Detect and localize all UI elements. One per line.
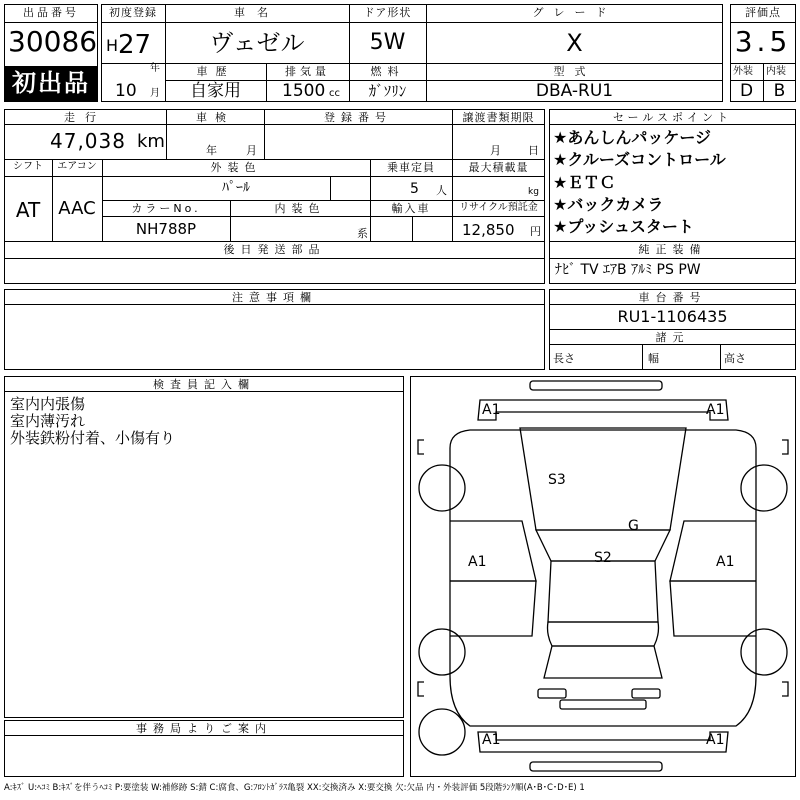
lot-number: 30086 (8, 25, 98, 58)
left-front-door (450, 521, 536, 581)
notes-label: 注意事項欄 (232, 291, 317, 304)
right-mirror-rear (782, 682, 788, 696)
height-label: 高さ (724, 352, 746, 365)
spare-wheel (419, 709, 465, 755)
sales-point-item: ★プッシュスタート (553, 217, 694, 236)
damage-mark-front-right: A1 (706, 402, 725, 418)
era-prefix: H (106, 36, 119, 55)
transfer-day-unit: 日 (528, 144, 539, 157)
office-notice-label: 事務局よりご案内 (136, 722, 272, 735)
displacement-label: 排気量 (285, 65, 330, 78)
score-label: 評価点 (745, 6, 781, 19)
door-type: 5W (369, 30, 406, 55)
front-bumper (478, 400, 728, 420)
max-load-unit: kg (528, 187, 539, 197)
plate-number-label: 登録番号 (324, 111, 392, 124)
sales-point-item: ★あんしんパッケージ (553, 128, 712, 147)
capacity-label: 乗車定員 (387, 161, 435, 174)
damage-mark-rear-right: A1 (706, 732, 725, 748)
left-mirror (418, 440, 424, 454)
interior-grade: B (773, 81, 786, 101)
displacement: 1500 (282, 81, 326, 101)
aircon: AAC (58, 198, 96, 219)
car-name: ヴェゼル (209, 29, 305, 57)
damage-mark-rear-left: A1 (482, 732, 501, 748)
mileage-label: 走行 (64, 111, 106, 124)
inspection-label: 車検 (196, 111, 234, 124)
chassis-number-label: 車台番号 (638, 291, 707, 304)
damage-mark-left-side: A1 (468, 554, 487, 570)
import-label: 輸入車 (391, 202, 431, 215)
inspector-note: 室内内張傷 (10, 395, 86, 413)
interior-color-unit: 系 (357, 227, 368, 240)
grade-label: グレード (532, 6, 617, 19)
first-registration-label: 初度登録 (109, 6, 157, 19)
interior-color-label: 内装色 (274, 202, 326, 215)
transfer-month-unit: 月 (490, 144, 501, 157)
roof-outline (548, 561, 658, 622)
rear-gate (560, 700, 646, 709)
damage-mark-roof: S2 (594, 550, 612, 566)
inspector-note: 外装鉄粉付着、小傷有り (10, 429, 176, 447)
history-label: 車歴 (196, 65, 235, 78)
shift-label: シフト (13, 161, 43, 172)
door-type-label: ドア形状 (363, 6, 412, 19)
wheel-front-right (741, 465, 787, 511)
exterior-color-label: 外装色 (210, 161, 262, 174)
right-rear-door (670, 581, 756, 636)
hood-outline (520, 428, 686, 530)
capacity: 5 (410, 181, 419, 197)
grade: X (566, 29, 583, 57)
exterior-grade: D (739, 81, 754, 101)
max-load-label: 最大積載量 (468, 161, 529, 174)
displacement-unit: cc (329, 88, 340, 99)
fuel: ｶﾞｿﾘﾝ (368, 82, 407, 100)
damage-mark-hood: S3 (548, 472, 566, 488)
damage-mark-windshield: G (628, 518, 639, 534)
damage-mark-right-side: A1 (716, 554, 735, 570)
genuine-equipment-label: 純正装備 (638, 243, 707, 256)
rear-lamp-right (632, 689, 660, 698)
genuine-equipment: ﾅﾋﾞ TV ｴｱB ｱﾙﾐ PS PW (555, 262, 701, 278)
sales-point-item: ★クルーズコントロール (553, 150, 726, 169)
rear-glass-outline (548, 622, 659, 646)
rear-bumper-bottom (530, 762, 662, 771)
month-unit: 月 (150, 88, 160, 99)
body-outline (450, 430, 756, 726)
shift: AT (15, 198, 41, 222)
registration-year: 27 (118, 30, 152, 60)
wheel-rear-left (419, 629, 465, 675)
recycle-deposit: 12,850 (462, 221, 515, 239)
car-name-label: 車名 (234, 6, 280, 19)
inspector-notes-label: 検査員記入欄 (153, 378, 255, 391)
front-bumper-top (530, 381, 662, 390)
left-mirror-rear (418, 682, 424, 696)
specifications-label: 諸元 (655, 331, 690, 344)
wheel-front-left (419, 465, 465, 511)
recycle-unit: 円 (530, 225, 541, 238)
inspection-month-unit: 月 (246, 144, 257, 157)
sales-point-item: ★バックカメラ (553, 195, 664, 214)
exterior-color: ﾊﾟｰﾙ (222, 180, 250, 196)
score: 3.5 (734, 25, 792, 58)
sales-point-item: ★ＥＴＣ (553, 173, 616, 192)
lot-number-label: 出品番号 (23, 6, 79, 19)
trunk-outline (544, 646, 662, 678)
mileage: 47,038 (50, 129, 126, 153)
mileage-unit: km (137, 131, 165, 152)
model-code: DBA-RU1 (535, 81, 614, 101)
recycle-deposit-label: リサイクル預託金 (459, 202, 538, 213)
transfer-deadline-label: 譲渡書類期限 (462, 111, 535, 124)
history: 自家用 (190, 81, 241, 101)
length-label: 長さ (553, 352, 575, 365)
inspection-year-unit: 年 (206, 144, 217, 157)
later-parts-label: 後日発送部品 (223, 243, 326, 256)
inspector-note: 室内薄汚れ (10, 412, 86, 430)
registration-month: 10 (115, 81, 137, 101)
color-number: NH788P (135, 220, 197, 238)
rear-bumper (478, 732, 728, 752)
fuel-label: 燃料 (370, 65, 405, 78)
car-diagram (410, 376, 796, 777)
right-mirror (782, 440, 788, 454)
rear-lamp-left (538, 689, 566, 698)
color-number-label: カラーNo. (131, 202, 201, 215)
damage-legend: A:ｷｽﾞ U:ﾍｺﾐ B:ｷｽﾞを伴うﾍｺﾐ P:要塗装 W:補修跡 S:錆 C:腐食、G:ﾌﾛﾝﾄｶﾞﾗｽ亀裂 XX:交換済み X:要交換 欠:欠品 内・外装評価 5段階ﾗﾝｸ順(A･B･C･D･E) 1 (4, 783, 585, 793)
right-front-door (670, 521, 756, 581)
chassis-number: RU1-1106435 (617, 307, 728, 326)
first-listing-badge-text: 初出品 (12, 69, 90, 97)
damage-mark-front-left: A1 (482, 402, 501, 418)
capacity-unit: 人 (436, 184, 447, 197)
left-rear-door (450, 581, 536, 636)
width-label: 幅 (648, 352, 659, 365)
sales-points-label: セールスポイント (612, 111, 732, 124)
model-code-label: 型式 (553, 65, 596, 78)
interior-grade-label: 内装 (766, 66, 786, 77)
aircon-label: エアコン (57, 161, 97, 172)
exterior-grade-label: 外装 (733, 66, 753, 77)
wheel-rear-right (741, 629, 787, 675)
year-unit: 年 (150, 63, 160, 74)
